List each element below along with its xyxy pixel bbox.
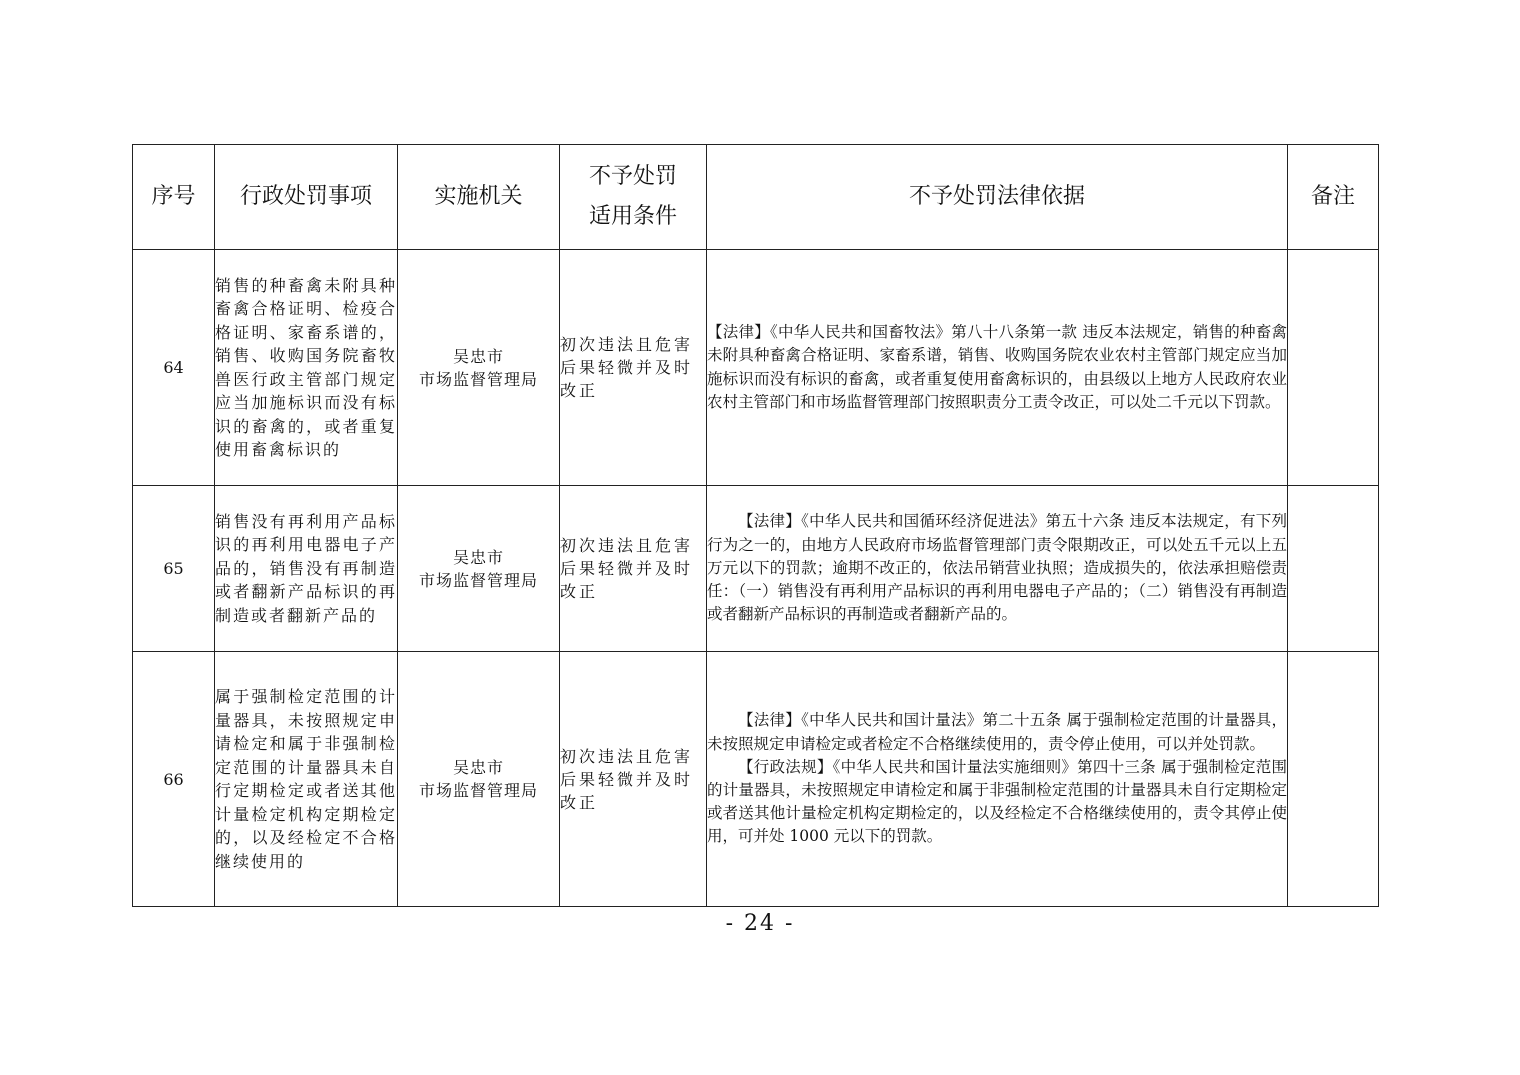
header-legal-basis: 不予处罚法律依据 — [707, 145, 1288, 250]
header-item: 行政处罚事项 — [215, 145, 398, 250]
header-condition — [560, 145, 707, 250]
header-condition-line2: 适用条件 — [588, 204, 677, 229]
row-penalty-item: 销售的种畜禽未附具种畜禽合格证明、检疫合格证明、家畜系谱的，销售、收购国务院畜牧兽医行政主管部门规定应当加施标识而没有标识的畜禽的，或者重复使用畜禽标识的 — [215, 250, 398, 486]
row-org-line2: 市场监督管理局 — [418, 781, 538, 800]
legal-basis-paragraph: 【法律】《中华人民共和国畜牧法》第八十八条第一款 违反本法规定，销售的种畜禽未附具种畜禽合格证明、家畜系谱，销售、收购国务院农业农村主管部门规定应当加施标识而没有标识的畜禽，或者重复使用畜禽标识的，由县级以上地方人民政府农业农村主管部门和市场监督管理部门按照职责分工责令改正，可以处二千元以下罚款。 — [707, 323, 1287, 411]
row-org — [398, 652, 560, 907]
table-header-row — [133, 145, 1379, 250]
row-org — [398, 250, 560, 486]
row-condition: 初次违法且危害后果轻微并及时改正 — [560, 250, 707, 486]
row-condition: 初次违法且危害后果轻微并及时改正 — [560, 652, 707, 907]
row-penalty-item: 销售没有再利用产品标识的再利用电器电子产品的，销售没有再制造或者翻新产品标识的再制造或者翻新产品的 — [215, 486, 398, 652]
legal-basis-paragraph: 【法律】《中华人民共和国循环经济促进法》第五十六条 违反本法规定，有下列行为之一的，由地方人民政府市场监督管理部门责令限期改正，可以处五千元以上五万元以下的罚款；逾期不改正的，依法吊销营业执照；造成损失的，依法承担赔偿责任：（一）销售没有再利用产品标识的再利用电器电子产品的；（二）销售没有再制造或者翻新产品标识的再制造或者翻新产品的。 — [707, 512, 1287, 624]
table-row — [133, 250, 1379, 486]
row-legal-basis — [707, 652, 1288, 907]
row-seq: 64 — [133, 250, 215, 486]
legal-basis-paragraph: 【行政法规】《中华人民共和国计量法实施细则》第四十三条 属于强制检定范围的计量器具，未按照规定申请检定和属于非强制检定范围的计量器具未自行定期检定或者送其他计量检定机构定期检定的，以及经检定不合格继续使用的，责令其停止使用，可并处 1000 元以下的罚款。 — [707, 757, 1287, 846]
row-seq: 65 — [133, 486, 215, 652]
row-penalty-item: 属于强制检定范围的计量器具，未按照规定申请检定和属于非强制检定范围的计量器具未自行定期检定或者送其他计量检定机构定期检定的，以及经检定不合格继续使用的 — [215, 652, 398, 907]
legal-basis-paragraph: 【法律】《中华人民共和国计量法》第二十五条 属于强制检定范围的计量器具，未按照规定申请检定或者检定不合格继续使用的，责令停止使用，可以并处罚款。 — [707, 711, 1287, 753]
page-number: - 24 - — [725, 911, 795, 936]
row-org-line1: 吴忠市 — [452, 547, 504, 567]
header-condition-line1: 不予处罚 — [588, 164, 677, 189]
header-note: 备注 — [1288, 145, 1379, 250]
row-condition: 初次违法且危害后果轻微并及时改正 — [560, 486, 707, 652]
table-row — [133, 652, 1379, 907]
row-org-line1: 吴忠市 — [452, 758, 504, 777]
row-org-line2: 市场监督管理局 — [418, 570, 538, 590]
row-note — [1288, 652, 1379, 907]
row-legal-basis — [707, 486, 1288, 652]
row-org — [398, 486, 560, 652]
table-row — [133, 486, 1379, 652]
row-legal-basis — [707, 250, 1288, 486]
penalty-exemption-table — [132, 144, 1379, 907]
header-seq: 序号 — [133, 145, 215, 250]
row-org-line1: 吴忠市 — [452, 346, 504, 366]
header-org: 实施机关 — [398, 145, 560, 250]
row-note — [1288, 486, 1379, 652]
row-note — [1288, 250, 1379, 486]
row-org-line2: 市场监督管理局 — [418, 369, 538, 389]
row-seq: 66 — [133, 652, 215, 907]
